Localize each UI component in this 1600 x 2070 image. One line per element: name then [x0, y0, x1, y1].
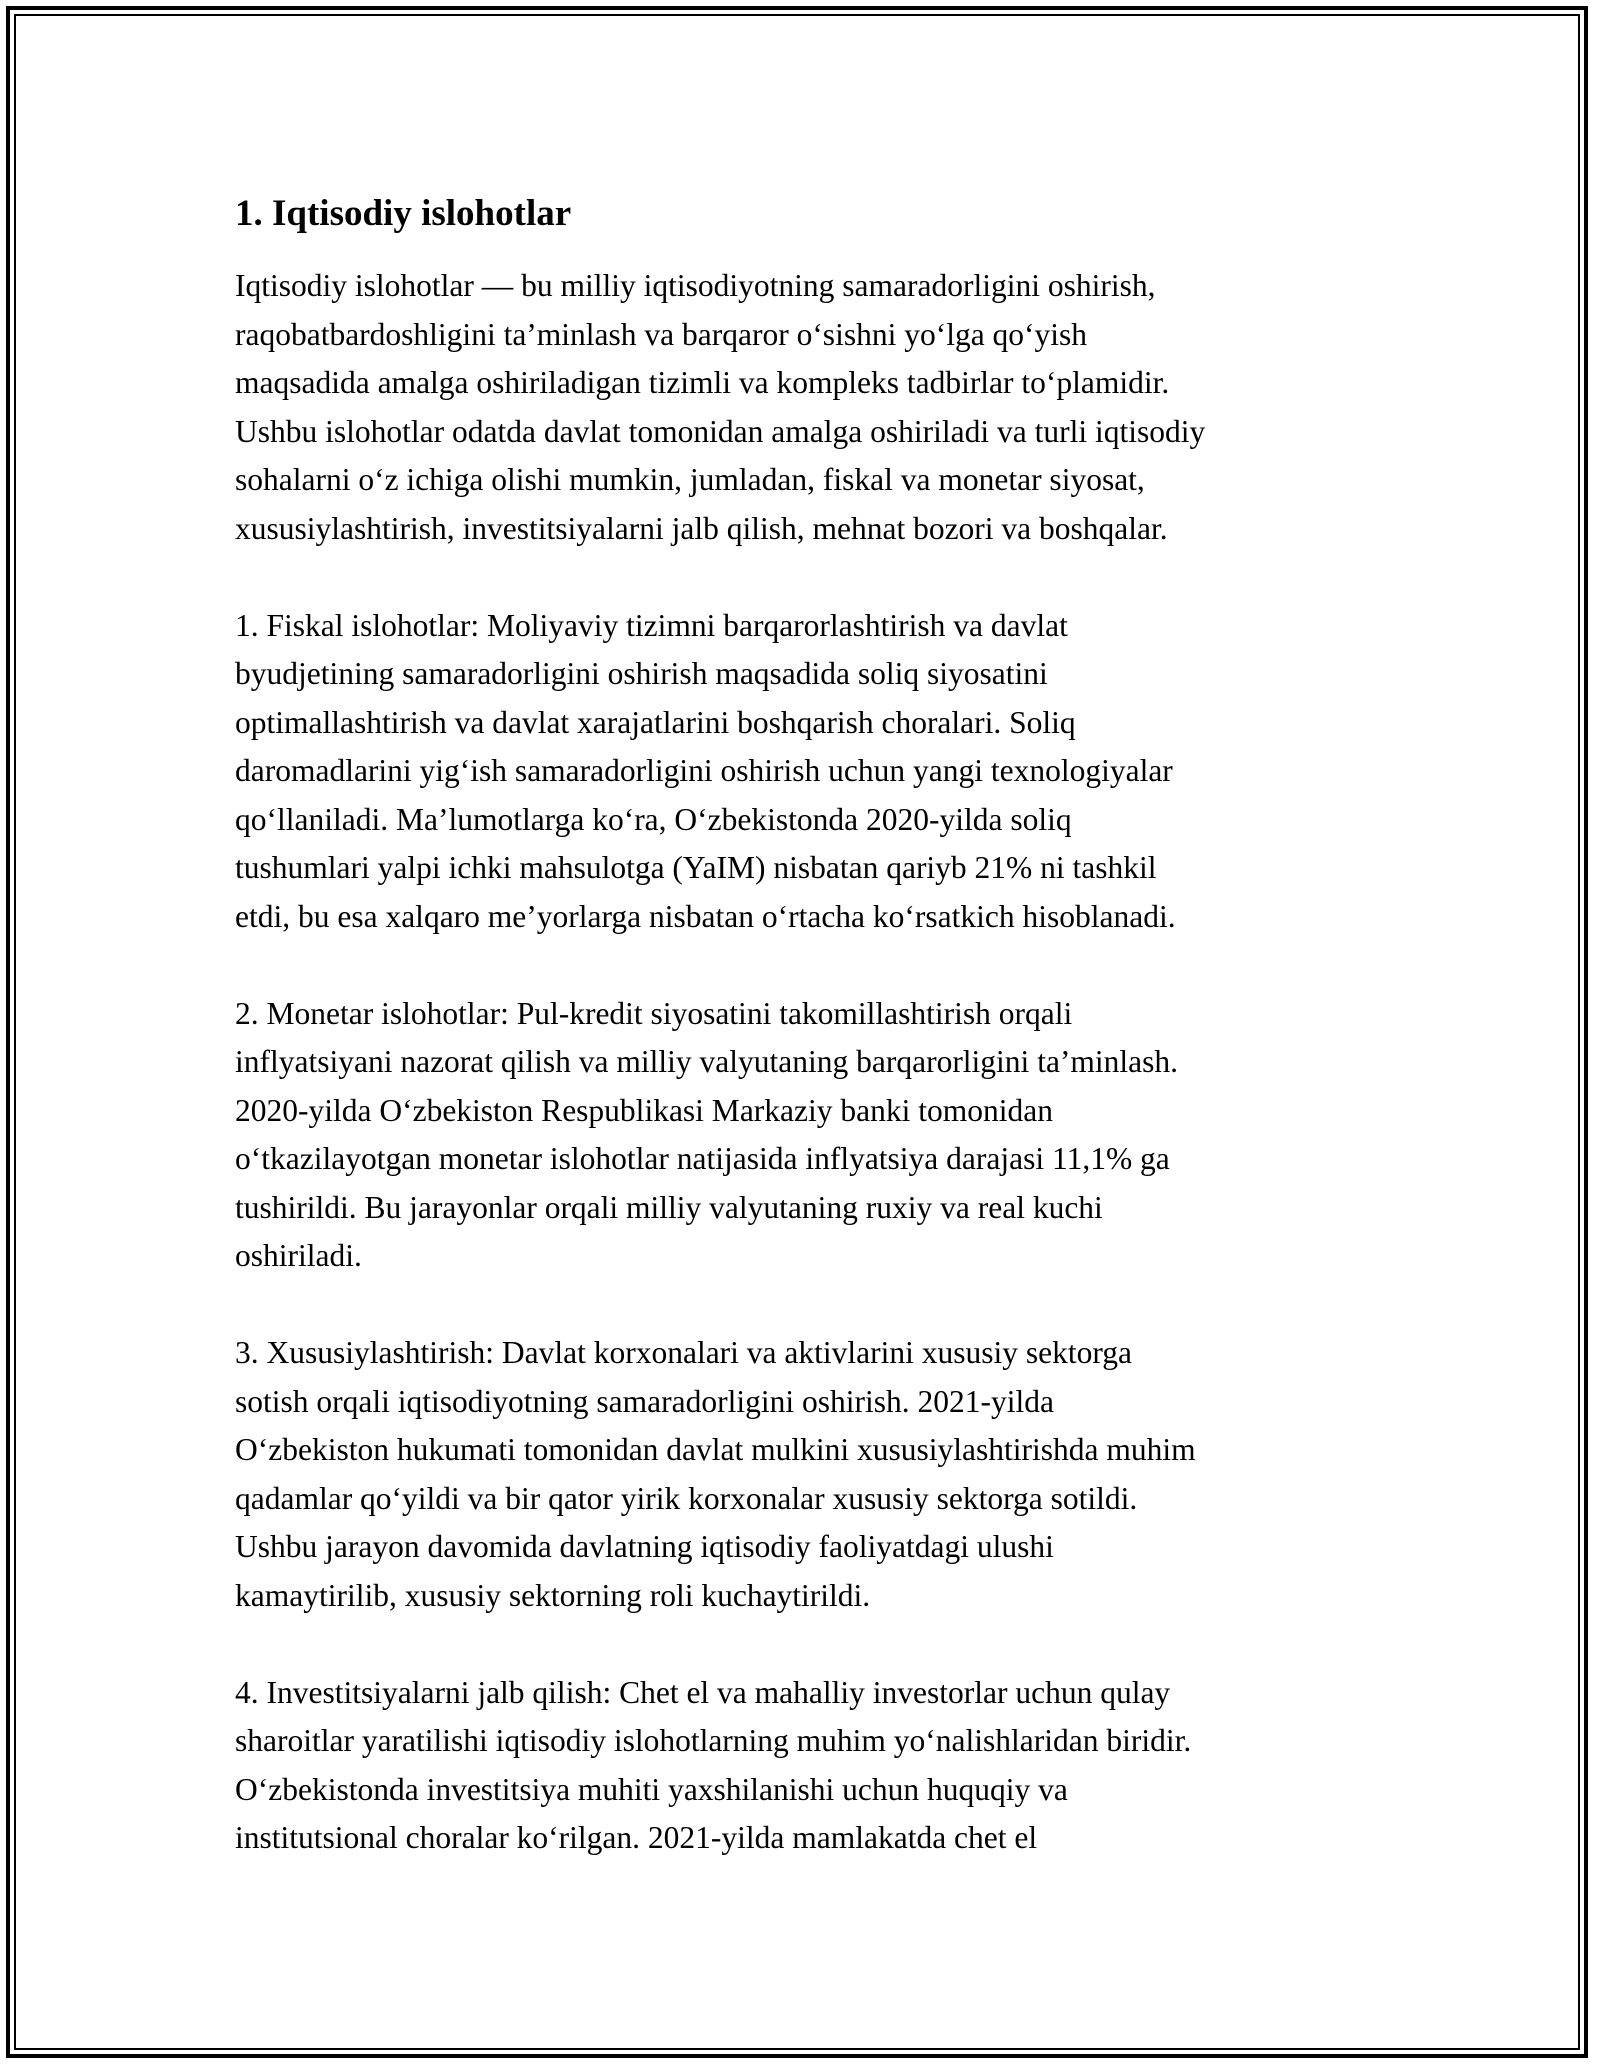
section-heading: 1. Iqtisodiy islohotlar — [235, 193, 572, 234]
document-body — [235, 186, 1375, 1911]
intro-paragraph: Iqtisodiy islohotlar — bu milliy iqtisodiyotning samaradorligini oshirish, raqobatbardoshligini ta’minlash va barqaror o‘sishni yo‘lga qo‘yish maqsadida amalga oshiriladigan tizimli va kompleks tadbirlar to‘plamidir. Ushbu islohotlar odatda davlat tomonidan amalga oshiriladi va turli iqtisodiy sohalarni o‘z ichiga olishi mumkin, jumladan, fiskal va monetar siyosat, xususiylashtirish, investitsiyalarni jalb qilish, mehnat bozori va boshqalar. — [235, 268, 1206, 546]
fiscal-reforms-paragraph: 1. Fiskal islohotlar: Moliyaviy tizimni barqarorlashtirish va davlat byudjetining samaradorligini oshirish maqsadida soliq siyosatini optimallashtirish va davlat xarajatlarini boshqarish choralari. Soliq daromadlarini yig‘ish samaradorligini oshirish uchun yangi texnologiyalar qo‘llaniladi. Ma’lumotlarga ko‘ra, O‘zbekistonda 2020-yilda soliq tushumlari yalpi ichki mahsulotga (YaIM) nisbatan qariyb 21% ni tashkil etdi, bu esa xalqaro me’yorlarga nisbatan o‘rtacha ko‘rsatkich hisoblanadi. — [235, 607, 1176, 934]
monetary-reforms-paragraph: 2. Monetar islohotlar: Pul-kredit siyosatini takomillashtirish orqali inflyatsiyani nazorat qilish va milliy valyutaning barqarorligini ta’minlash. 2020-yilda O‘zbekiston Respublikasi Markaziy banki tomonidan o‘tkazilayotgan monetar islohotlar natijasida inflyatsiya darajasi 11,1% ga tushirildi. Bu jarayonlar orqali milliy valyutaning ruxiy va real kuchi oshiriladi. — [235, 995, 1179, 1273]
privatization-paragraph: 3. Xususiylashtirish: Davlat korxonalari va aktivlarini xususiy sektorga sotish orqali iqtisodiyotning samaradorligini oshirish. 2021-yilda O‘zbekiston hukumati tomonidan davlat mulkini xususiylashtirishda muhim qadamlar qo‘yildi va bir qator yirik korxonalar xususiy sektorga sotildi. Ushbu jarayon davomida davlatning iqtisodiy faoliyatdagi ulushi kamaytirilib, xususiy sektorning roli kuchaytirildi. — [235, 1335, 1196, 1613]
investment-paragraph: 4. Investitsiyalarni jalb qilish: Chet el va mahalliy investorlar uchun qulay sharoitlar yaratilishi iqtisodiy islohotlarning muhim yo‘nalishlaridan biridir. O‘zbekistonda investitsiya muhiti yaxshilanishi uchun huquqiy va institutsional choralar ko‘rilgan. 2021-yilda mamlakatda chet el — [235, 1674, 1192, 1855]
